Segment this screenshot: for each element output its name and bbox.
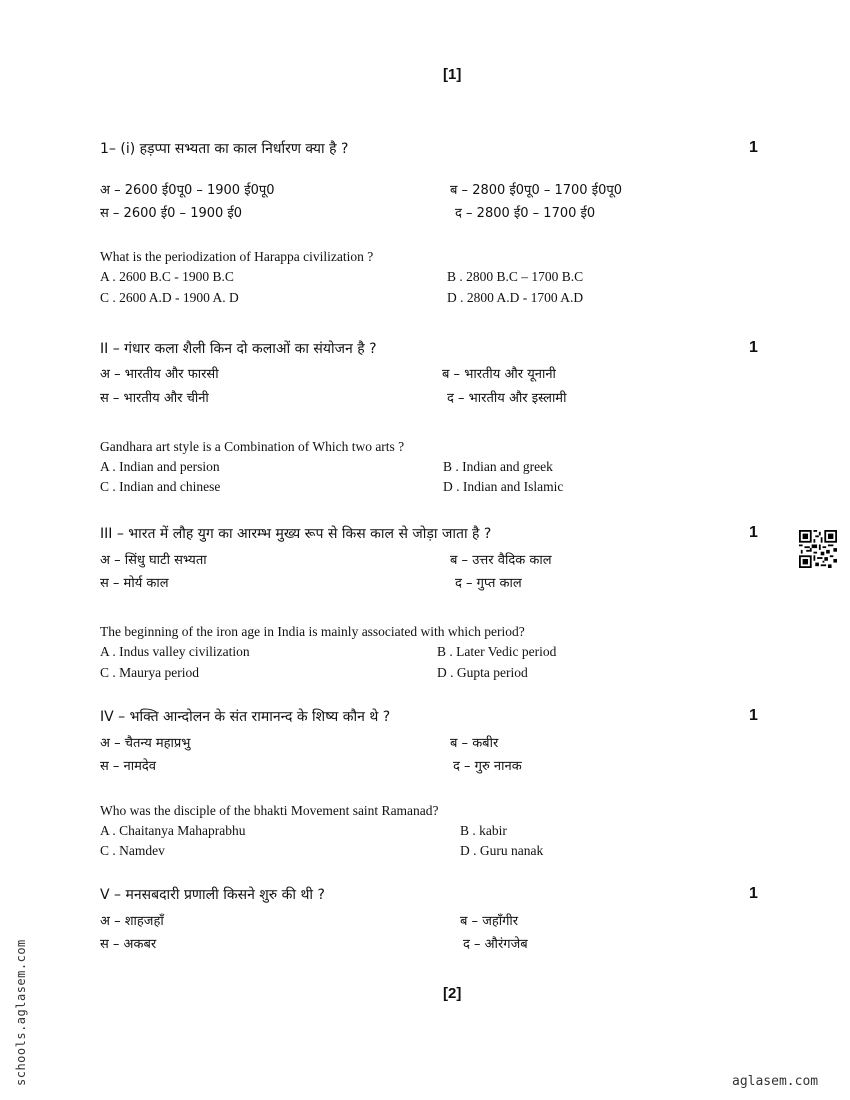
- question-2-english-option-b: B . Indian and greek: [443, 459, 553, 474]
- question-1-hindi-option-c: स – 2600 ई0 – 1900 ई0: [100, 206, 243, 221]
- question-2-hindi: II – गंधार कला शैली किन दो कलाओं का संयोजन है ?: [100, 341, 377, 357]
- question-3-hindi: III – भारत में लौह युग का आरम्भ मुख्य रूप से किस काल से जोड़ा जाता है ?: [100, 526, 492, 542]
- question-3-english-option-c: C . Maurya period: [100, 665, 199, 680]
- question-4-hindi-option-d: द – गुरु नानक: [453, 759, 522, 774]
- question-2-english-option-d: D . Indian and Islamic: [443, 479, 564, 494]
- question-4-hindi: IV – भक्ति आन्दोलन के संत रामानन्द के शिष्य कौन थे ?: [100, 709, 391, 725]
- question-5-hindi-option-b: ब – जहाँगीर: [460, 914, 519, 929]
- question-4-hindi-option-a: अ – चैतन्य महाप्रभु: [100, 736, 191, 751]
- question-2-hindi-option-b: ब – भारतीय और यूनानी: [442, 367, 556, 382]
- question-1-hindi-option-a: अ – 2600 ई0पू0 – 1900 ई0पू0: [100, 183, 275, 198]
- question-2-hindi-option-c: स – भारतीय और चीनी: [100, 391, 209, 406]
- question-3-english-option-a: A . Indus valley civilization: [100, 644, 250, 659]
- question-4-english: Who was the disciple of the bhakti Movement saint Ramanad?: [100, 803, 439, 818]
- page-number-bottom: [2]: [443, 985, 462, 1002]
- question-3-hindi-option-b: ब – उत्तर वैदिक काल: [450, 553, 552, 568]
- question-1-english-option-a: A . 2600 B.C - 1900 B.C: [100, 269, 234, 284]
- question-1-hindi-option-b: ब – 2800 ई0पू0 – 1700 ई0पू0: [450, 183, 623, 198]
- page-number-top: [1]: [443, 66, 462, 83]
- question-4-hindi-option-c: स – नामदेव: [100, 759, 157, 774]
- question-2-english: Gandhara art style is a Combination of Which two arts ?: [100, 439, 405, 454]
- question-4-english-option-b: B . kabir: [460, 823, 507, 838]
- question-4-english-option-c: C . Namdev: [100, 843, 165, 858]
- question-2-marks: 1: [749, 339, 758, 356]
- watermark-right: aglasem.com: [732, 1074, 819, 1089]
- question-3-hindi-option-c: स – मोर्य काल: [100, 576, 169, 591]
- qr-code-icon: [799, 530, 837, 568]
- question-5-hindi-option-a: अ – शाहजहाँ: [100, 914, 164, 929]
- question-5-marks: 1: [749, 885, 758, 902]
- watermark-left: schools.aglasem.com: [14, 939, 28, 1086]
- question-3-hindi-option-d: द – गुप्त काल: [455, 576, 522, 591]
- question-5-hindi: V – मनसबदारी प्रणाली किसने शुरु की थी ?: [100, 887, 325, 903]
- question-5-hindi-option-d: द – औरंगजेब: [463, 937, 528, 952]
- question-4-marks: 1: [749, 707, 758, 724]
- question-4-english-option-d: D . Guru nanak: [460, 843, 544, 858]
- question-4-english-option-a: A . Chaitanya Mahaprabhu: [100, 823, 246, 838]
- question-5-hindi-option-c: स – अकबर: [100, 937, 157, 952]
- question-3-marks: 1: [749, 524, 758, 541]
- question-1-marks: 1: [749, 139, 758, 156]
- question-1-english-option-b: B . 2800 B.C – 1700 B.C: [447, 269, 584, 284]
- question-3-english-option-d: D . Gupta period: [437, 665, 528, 680]
- question-3-english: The beginning of the iron age in India is mainly associated with which period?: [100, 624, 525, 639]
- question-3-hindi-option-a: अ – सिंधु घाटी सभ्यता: [100, 553, 207, 568]
- question-1-english: What is the periodization of Harappa civilization ?: [100, 249, 374, 264]
- question-2-hindi-option-a: अ – भारतीय और फारसी: [100, 367, 219, 382]
- question-1-english-option-c: C . 2600 A.D - 1900 A. D: [100, 290, 239, 305]
- question-1-hindi-option-d: द – 2800 ई0 – 1700 ई0: [455, 206, 596, 221]
- question-1-english-option-d: D . 2800 A.D - 1700 A.D: [447, 290, 584, 305]
- question-2-hindi-option-d: द – भारतीय और इस्लामी: [447, 391, 567, 406]
- question-2-english-option-a: A . Indian and persion: [100, 459, 220, 474]
- question-1-hindi: 1– (i) हड़प्पा सभ्यता का काल निर्धारण क्या है ?: [100, 141, 349, 157]
- question-2-english-option-c: C . Indian and chinese: [100, 479, 221, 494]
- question-4-hindi-option-b: ब – कबीर: [450, 736, 499, 751]
- question-3-english-option-b: B . Later Vedic period: [437, 644, 557, 659]
